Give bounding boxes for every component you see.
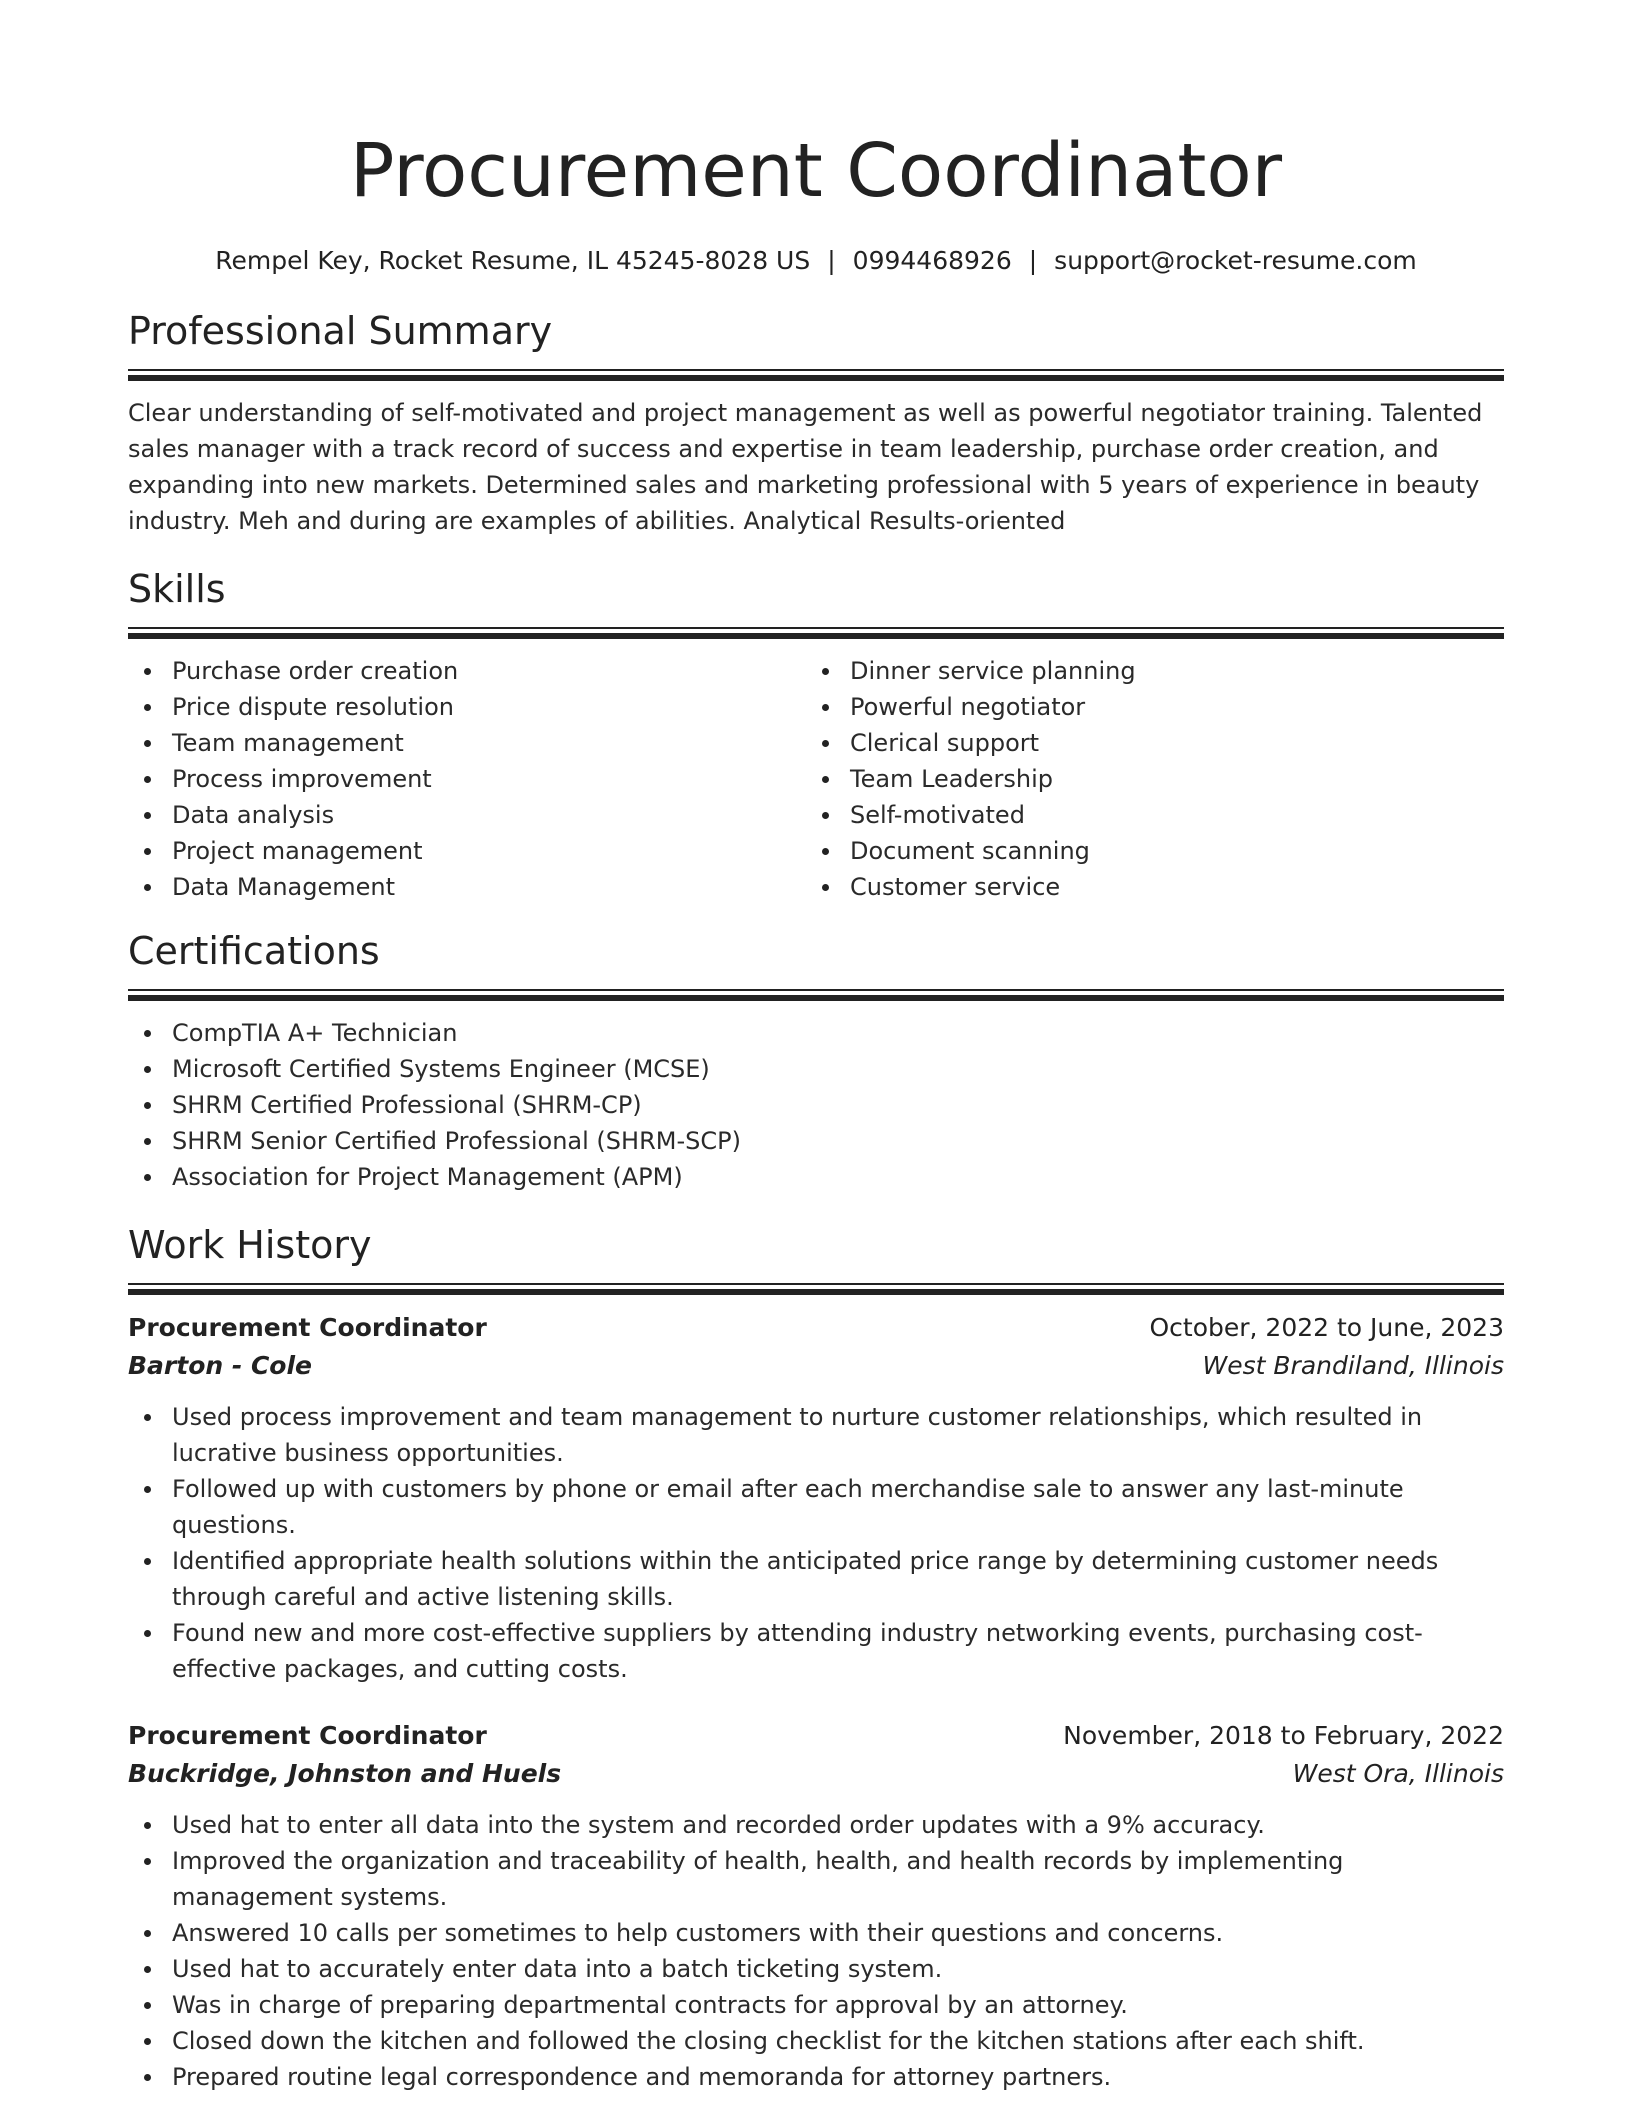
job-title: Procurement Coordinator [128,1721,487,1750]
job-entry [128,1309,1504,1687]
job-bullets [128,1399,1504,1687]
section-title-certifications: Certifications [128,929,380,973]
skill-item: Data Management [172,869,806,905]
summary-section [128,307,1504,539]
certification-item: SHRM Certified Professional (SHRM-CP) [172,1087,1504,1123]
job-location: West Brandiland, Illinois [1202,1351,1504,1380]
contact-address: Rempel Key, Rocket Resume, IL 45245-8028 US [215,246,811,275]
job-dates: November, 2018 to February, 2022 [1063,1721,1504,1750]
section-title-summary: Professional Summary [128,309,553,353]
job-company: Barton - Cole [128,1351,313,1380]
certifications-list [128,1015,1504,1195]
contact-line [128,244,1504,278]
job-location: West Ora, Illinois [1292,1759,1504,1788]
skill-item: Project management [172,833,806,869]
job-company: Buckridge, Johnston and Huels [128,1759,562,1788]
certifications-section [128,927,1504,1195]
job-bullet: Used hat to enter all data into the system and recorded order updates with a 9% accuracy. [172,1807,1504,1843]
section-title-skills: Skills [128,567,226,611]
certification-item: Microsoft Certified Systems Engineer (MCSE) [172,1051,1504,1087]
work-history-section [128,1221,1504,2095]
skill-item: Team management [172,725,806,761]
skill-item: Data analysis [172,797,806,833]
job-subheader [128,1347,1504,1385]
skills-section [128,565,1504,905]
skill-item: Document scanning [850,833,1484,869]
job-entry [128,1717,1504,2095]
skill-item: Price dispute resolution [172,689,806,725]
job-bullet: Was in charge of preparing departmental contracts for approval by an attorney. [172,1987,1504,2023]
job-dates: October, 2022 to June, 2023 [1149,1313,1504,1342]
skill-item: Powerful negotiator [850,689,1484,725]
section-divider [128,989,1504,1001]
job-bullet: Identified appropriate health solutions within the anticipated price range by determining customer needs through careful and active listening skills. [172,1543,1504,1615]
section-title-work-history: Work History [128,1223,372,1267]
skills-list-left [128,653,806,905]
job-subheader [128,1755,1504,1793]
certification-item: Association for Project Management (APM) [172,1159,1504,1195]
job-bullet: Improved the organization and traceability of health, health, and health records by implementing management systems. [172,1843,1504,1915]
job-bullet: Answered 10 calls per sometimes to help customers with their questions and concerns. [172,1915,1504,1951]
skill-item: Customer service [850,869,1484,905]
job-header [128,1309,1504,1347]
skill-item: Self-motivated [850,797,1484,833]
job-bullet: Closed down the kitchen and followed the closing checklist for the kitchen stations after each shift. [172,2023,1504,2059]
job-title: Procurement Coordinator [128,1313,487,1342]
resume-name: Procurement Coordinator [349,128,1283,214]
section-divider [128,627,1504,639]
job-bullet: Used process improvement and team management to nurture customer relationships, which resulted in lucrative business opportunities. [172,1399,1504,1471]
contact-separator: | [827,246,836,275]
skills-column-right [806,653,1484,905]
contact-separator: | [1028,246,1038,275]
job-bullets [128,1807,1504,2095]
section-divider [128,369,1504,381]
job-bullet: Used hat to accurately enter data into a batch ticketing system. [172,1951,1504,1987]
job-bullet: Prepared routine legal correspondence and memoranda for attorney partners. [172,2059,1504,2095]
skill-item: Process improvement [172,761,806,797]
section-divider [128,1283,1504,1295]
job-bullet: Followed up with customers by phone or email after each merchandise sale to answer any last-minute questions. [172,1471,1504,1543]
contact-email: support@rocket-resume.com [1054,246,1417,275]
skill-item: Dinner service planning [850,653,1484,689]
skills-grid [128,653,1504,905]
skill-item: Clerical support [850,725,1484,761]
skill-item: Purchase order creation [172,653,806,689]
summary-text: Clear understanding of self-motivated and project management as well as powerful negotiator training. Talented sales manager with a track record of success and expertise in team leadership, purchase order creation, and expanding into new markets. Determined sales and marketing professional with 5 years of experience in beauty industry. Meh and during are examples of abilities. Analytical Results-oriented [128,399,1483,535]
skills-column-left [128,653,806,905]
resume-page [128,0,1504,2095]
contact-phone: 0994468926 [852,246,1012,275]
job-bullet: Found new and more cost-effective suppliers by attending industry networking events, purchasing cost-effective packages, and cutting costs. [172,1615,1504,1687]
certification-item: CompTIA A+ Technician [172,1015,1504,1051]
skills-list-right [806,653,1484,905]
job-header [128,1717,1504,1755]
skill-item: Team Leadership [850,761,1484,797]
certification-item: SHRM Senior Certified Professional (SHRM-SCP) [172,1123,1504,1159]
